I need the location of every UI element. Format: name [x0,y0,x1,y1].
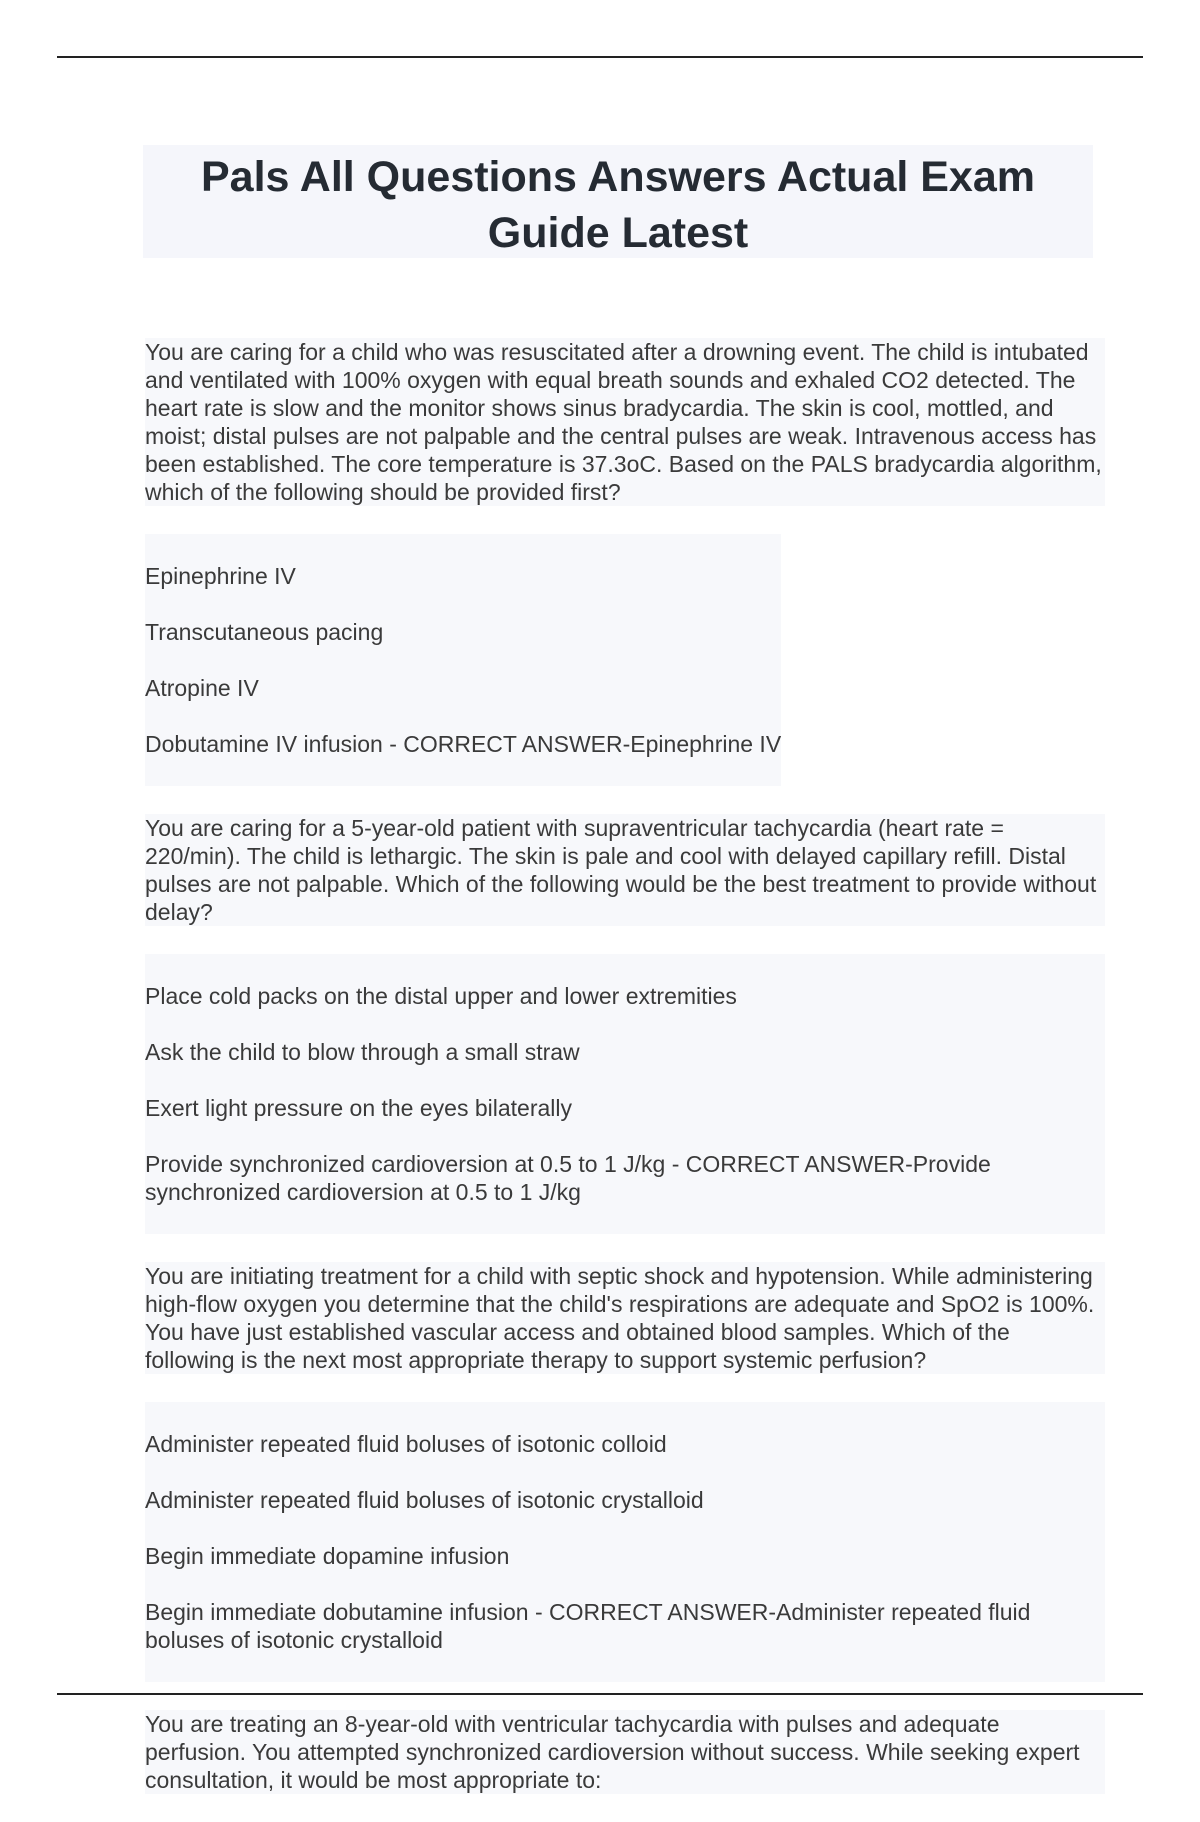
question-3: You are initiating treatment for a child with septic shock and hypotension. While administering high-flow oxygen you determine that the child's respirations are adequate and SpO2 is 100%. You have just established vascular access and obtained blood samples. Which of the following is the next most appropriate therapy to support systemic perfusion? [145,1262,1105,1374]
option-line: Administer repeated fluid boluses of isotonic crystalloid [145,1487,704,1513]
question-1: You are caring for a child who was resuscitated after a drowning event. The child is intubated and ventilated with 100% oxygen with equal breath sounds and exhaled CO2 detected. The heart rate is slow and the monitor shows sinus bradycardia. The skin is cool, mottled, and moist; distal pulses are not palpable and the central pulses are weak. Intravenous access has been established. The core temperature is 37.3oC. Based on the PALS bradycardia algorithm, which of the following should be provided first? [145,338,1105,506]
option-line: Begin immediate dopamine infusion [145,1543,510,1569]
question-4: You are treating an 8-year-old with ventricular tachycardia with pulses and adequate perfusion. You attempted synchronized cardioversion without success. While seeking expert consultation, it would be most appropriate to: [145,1710,1105,1794]
option-answer-line: Dobutamine IV infusion - CORRECT ANSWER-Epinephrine IV [145,731,782,757]
option-line: Administer repeated fluid boluses of isotonic colloid [145,1431,667,1457]
document-title: Pals All Questions Answers Actual Exam Guide Latest [200,153,1035,257]
options-3 [145,1402,1105,1682]
option-answer-line: Begin immediate dobutamine infusion - CORRECT ANSWER-Administer repeated fluid boluses of isotonic crystalloid [145,1599,1031,1653]
options-2 [145,954,1105,1234]
title-box [143,145,1093,258]
option-line: Atropine IV [145,675,259,701]
option-line: Transcutaneous pacing [145,619,384,645]
document-body [145,338,1105,1822]
options-1 [145,534,781,786]
option-line: Exert light pressure on the eyes bilaterally [145,1095,572,1121]
option-line: Place cold packs on the distal upper and lower extremities [145,983,737,1009]
question-2: You are caring for a 5-year-old patient with supraventricular tachycardia (heart rate = 220/min). The child is lethargic. The skin is pale and cool with delayed capillary refill. Distal pulses are not palpable. Which of the following would be the best treatment to provide without delay? [145,814,1105,926]
bottom-divider [57,1693,1143,1695]
top-divider [57,56,1143,58]
option-line: Ask the child to blow through a small straw [145,1039,580,1065]
option-answer-line: Provide synchronized cardioversion at 0.5 to 1 J/kg - CORRECT ANSWER-Provide synchronized cardioversion at 0.5 to 1 J/kg [145,1151,991,1205]
option-line: Epinephrine IV [145,563,296,589]
